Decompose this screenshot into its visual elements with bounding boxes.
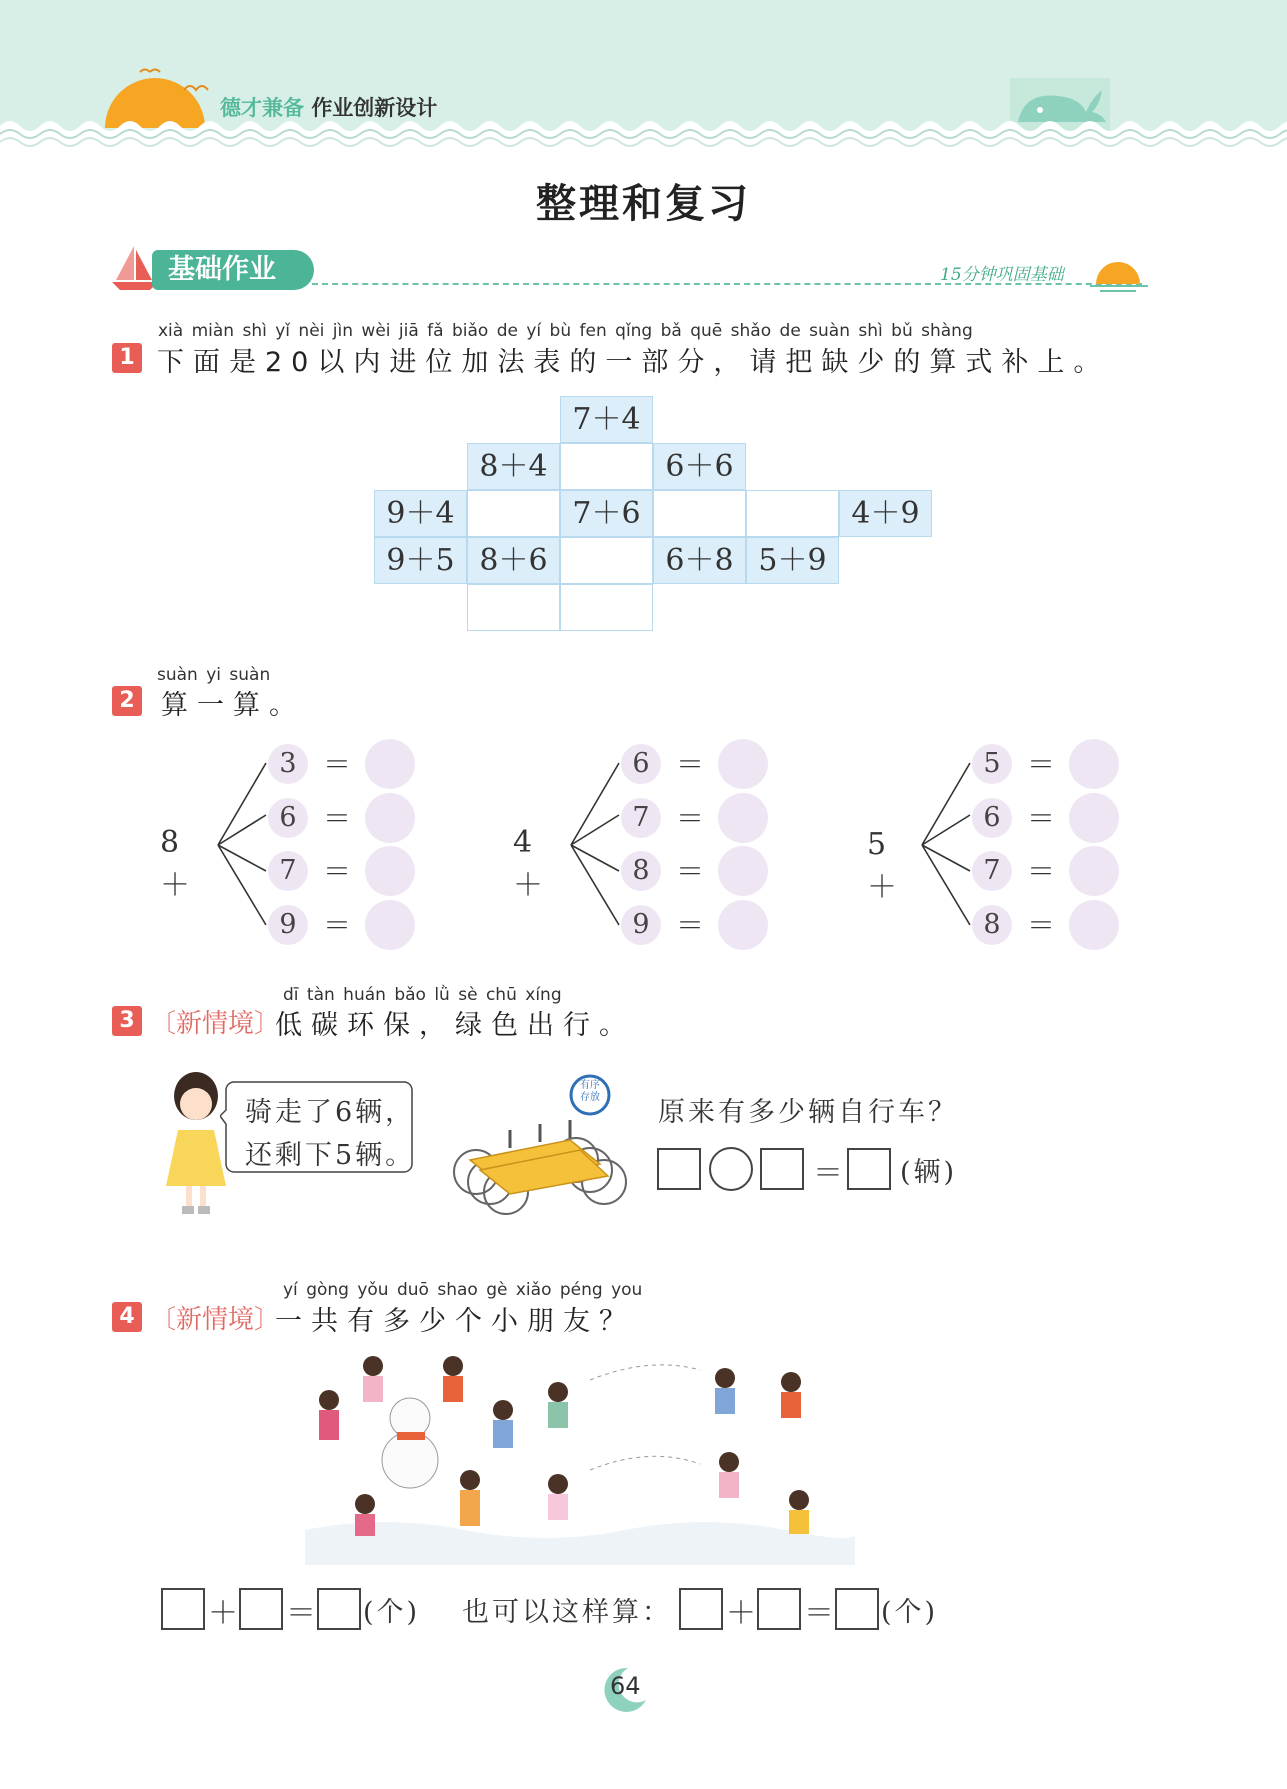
q3-text: 低碳环保，绿色出行。 bbox=[275, 1010, 635, 1041]
section-time-note: 15分钟巩固基础 bbox=[940, 265, 1064, 285]
branch-lines bbox=[214, 755, 274, 935]
q2-number: 2 bbox=[112, 686, 142, 716]
answer-box[interactable] bbox=[317, 1588, 361, 1630]
table-cell: 5＋9 bbox=[746, 537, 839, 584]
equals-sign: ＝ bbox=[813, 1156, 843, 1191]
q1-text: 下面是20以内进位加法表的一部分，请把缺少的算式补上。 bbox=[157, 347, 1110, 378]
page-title: 整理和复习 bbox=[536, 181, 751, 227]
table-cell-blank[interactable] bbox=[467, 490, 560, 537]
plus-sign: ＋ bbox=[208, 1596, 238, 1631]
table-cell: 7＋4 bbox=[560, 396, 653, 443]
table-cell: 7＋6 bbox=[560, 490, 653, 537]
answer-circle[interactable] bbox=[718, 739, 768, 789]
unit-label: (辆) bbox=[900, 1157, 958, 1188]
alt-calc-label: 也可以这样算： bbox=[462, 1597, 672, 1628]
equals-sign: ＝ bbox=[286, 1596, 316, 1631]
answer-circle[interactable] bbox=[718, 793, 768, 843]
addend: 8 bbox=[621, 851, 661, 891]
addend: 6 bbox=[268, 798, 308, 838]
bubble-line-1: 骑走了6辆， bbox=[245, 1097, 416, 1128]
calc-base: 8＋ bbox=[160, 825, 190, 903]
q4-number: 4 bbox=[112, 1302, 142, 1332]
q3-number: 3 bbox=[112, 1006, 142, 1036]
answer-box[interactable] bbox=[239, 1588, 283, 1630]
table-cell: 6＋8 bbox=[653, 537, 746, 584]
bird-icon bbox=[182, 78, 212, 98]
page-number: 64 bbox=[610, 1672, 641, 1700]
answer-box[interactable] bbox=[757, 1588, 801, 1630]
equals-sign: ＝ bbox=[323, 748, 352, 781]
answer-circle[interactable] bbox=[365, 900, 415, 950]
addend: 3 bbox=[268, 744, 308, 784]
table-cell-blank[interactable] bbox=[560, 537, 653, 584]
addend: 9 bbox=[268, 905, 308, 945]
equals-sign: ＝ bbox=[1027, 909, 1056, 942]
addend: 7 bbox=[972, 851, 1012, 891]
addend: 6 bbox=[621, 744, 661, 784]
sunset-icon bbox=[1090, 254, 1148, 294]
unit-label: (个) bbox=[881, 1597, 939, 1628]
equals-sign: ＝ bbox=[323, 855, 352, 888]
q4-text: 一共有多少个小朋友？ bbox=[275, 1306, 635, 1337]
branch-lines bbox=[567, 755, 627, 935]
answer-box[interactable] bbox=[835, 1588, 879, 1630]
table-cell: 9＋4 bbox=[374, 490, 467, 537]
q3-tag: 〔新情境〕 bbox=[150, 1009, 281, 1039]
q4-tag: 〔新情境〕 bbox=[150, 1305, 281, 1335]
equals-sign: ＝ bbox=[323, 802, 352, 835]
operator-circle[interactable] bbox=[709, 1147, 753, 1191]
answer-circle[interactable] bbox=[1069, 793, 1119, 843]
answer-circle[interactable] bbox=[718, 900, 768, 950]
equals-sign: ＝ bbox=[676, 748, 705, 781]
answer-circle[interactable] bbox=[1069, 739, 1119, 789]
addend: 8 bbox=[972, 905, 1012, 945]
answer-circle[interactable] bbox=[365, 739, 415, 789]
q3-pinyin: dī tàn huán bǎo lǜ sè chū xíng bbox=[283, 985, 562, 1005]
addend: 5 bbox=[972, 744, 1012, 784]
table-cell-blank[interactable] bbox=[653, 490, 746, 537]
answer-circle[interactable] bbox=[1069, 846, 1119, 896]
answer-circle[interactable] bbox=[365, 793, 415, 843]
answer-box[interactable] bbox=[657, 1148, 701, 1190]
answer-circle[interactable] bbox=[1069, 900, 1119, 950]
answer-circle[interactable] bbox=[718, 846, 768, 896]
addend: 9 bbox=[621, 905, 661, 945]
table-cell-blank[interactable] bbox=[560, 584, 653, 631]
q4-pinyin: yí gòng yǒu duō shao gè xiǎo péng you bbox=[283, 1280, 643, 1300]
table-cell-blank[interactable] bbox=[746, 490, 839, 537]
answer-box[interactable] bbox=[679, 1588, 723, 1630]
bubble-line-2: 还剩下5辆。 bbox=[245, 1140, 416, 1171]
answer-circle[interactable] bbox=[365, 846, 415, 896]
branch-lines bbox=[918, 755, 978, 935]
equals-sign: ＝ bbox=[676, 909, 705, 942]
answer-box[interactable] bbox=[847, 1148, 891, 1190]
table-cell: 6＋6 bbox=[653, 443, 746, 490]
q1-number: 1 bbox=[112, 343, 142, 373]
q1-pinyin: xià miàn shì yǐ nèi jìn wèi jiā fǎ biǎo de yí bù fen qǐng bǎ quē shǎo de suàn shì bǔ shàng bbox=[158, 321, 973, 341]
unit-label: (个) bbox=[363, 1597, 421, 1628]
equals-sign: ＝ bbox=[1027, 748, 1056, 781]
addend: 6 bbox=[972, 798, 1012, 838]
table-cell-blank[interactable] bbox=[467, 584, 560, 631]
equals-sign: ＝ bbox=[676, 802, 705, 835]
brand-green: 德才兼备 bbox=[220, 96, 304, 120]
answer-box[interactable] bbox=[161, 1588, 205, 1630]
table-cell: 9＋5 bbox=[374, 537, 467, 584]
equals-sign: ＝ bbox=[676, 855, 705, 888]
q2-pinyin: suàn yi suàn bbox=[157, 665, 271, 685]
table-cell: 8＋4 bbox=[467, 443, 560, 490]
table-cell: 8＋6 bbox=[467, 537, 560, 584]
equals-sign: ＝ bbox=[1027, 802, 1056, 835]
answer-box[interactable] bbox=[760, 1148, 804, 1190]
section-label: 基础作业 bbox=[152, 250, 314, 290]
parking-sign-text: 有序存放 bbox=[580, 1080, 600, 1103]
calc-base: 4＋ bbox=[513, 825, 543, 903]
brand-dark: 作业创新设计 bbox=[311, 96, 438, 120]
calc-base: 5＋ bbox=[867, 827, 897, 905]
q2-text: 算一算。 bbox=[161, 690, 305, 721]
wave-border bbox=[0, 112, 1287, 160]
addend: 7 bbox=[621, 798, 661, 838]
equals-sign: ＝ bbox=[1027, 855, 1056, 888]
children-snow-illustration bbox=[305, 1340, 855, 1565]
table-cell-blank[interactable] bbox=[560, 443, 653, 490]
table-cell: 4＋9 bbox=[839, 490, 932, 537]
equals-sign: ＝ bbox=[323, 909, 352, 942]
q3-question: 原来有多少辆自行车？ bbox=[658, 1097, 958, 1128]
plus-sign: ＋ bbox=[726, 1596, 756, 1631]
addend: 7 bbox=[268, 851, 308, 891]
equals-sign: ＝ bbox=[804, 1596, 834, 1631]
